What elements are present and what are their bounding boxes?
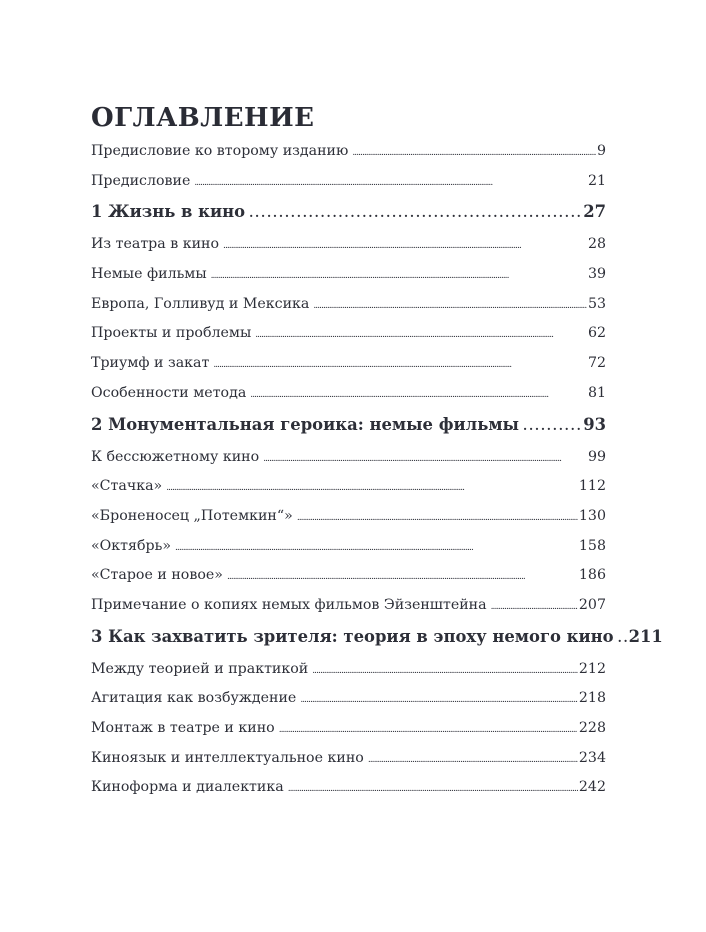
toc-entry[interactable]	[91, 718, 606, 748]
page-title: ОГЛАВЛЕНИЕ	[91, 103, 315, 133]
toc-chapter-page: 27	[583, 202, 606, 222]
toc-entry-title: «Броненосец „Потемкин“»	[91, 507, 293, 524]
toc-entry[interactable]	[91, 171, 606, 201]
toc-entry-title: Предисловие ко второму изданию	[91, 143, 349, 159]
toc-entry-page: 212	[578, 660, 606, 677]
toc-entry-page: 242	[578, 779, 606, 796]
toc-entry-page: 81	[587, 384, 606, 401]
toc-entry-title: Киноязык и интеллектуальное кино	[91, 749, 364, 766]
dot-leader	[250, 385, 587, 405]
toc-entry[interactable]	[91, 234, 606, 264]
dot-leader	[223, 236, 587, 256]
toc-entry-title: Агитация как возбуждение	[91, 690, 297, 707]
toc-entry[interactable]	[91, 748, 606, 778]
toc-entry[interactable]	[91, 595, 606, 625]
dot-leader	[288, 779, 578, 799]
toc-chapter-title: 3 Как захватить зрителя: теория в эпоху немого кино	[91, 626, 614, 646]
toc-entry-title: «Октябрь»	[91, 537, 172, 554]
dot-leader	[211, 266, 587, 286]
toc-chapter-title: 1 Жизнь в кино	[91, 202, 246, 222]
toc-entry-title: Киноформа и диалектика	[91, 779, 284, 796]
toc-entry[interactable]	[91, 264, 606, 294]
dot-leader	[368, 750, 578, 770]
toc-entry-page: 158	[578, 537, 606, 554]
toc-entry-page: 62	[587, 325, 606, 342]
toc-entry-title: Предисловие	[91, 172, 191, 189]
toc-entry-page: 99	[587, 448, 606, 465]
toc-chapter-page: 211	[628, 626, 663, 646]
toc-entry-page: 21	[587, 172, 606, 189]
toc-entry-title: «Старое и новое»	[91, 567, 223, 584]
dot-leader	[297, 508, 578, 528]
toc-entry-title: «Стачка»	[91, 478, 163, 495]
toc-entry[interactable]	[91, 383, 606, 413]
toc-entry-title: Триумф и закат	[91, 355, 210, 372]
toc-entry-title: Примечание о копиях немых фильмов Эйзенштейна	[91, 596, 487, 613]
toc-entry[interactable]	[91, 476, 606, 506]
toc-chapter-page: 93	[583, 414, 606, 434]
toc-entry-page: 53	[587, 295, 606, 312]
dot-leader	[523, 416, 582, 436]
toc-entry-title: Из театра в кино	[91, 236, 220, 253]
dot-leader	[194, 173, 587, 193]
toc-chapter-entry[interactable]	[91, 413, 606, 447]
toc-chapter-title: 2 Монументальная героика: немые фильмы	[91, 414, 519, 434]
toc-entry[interactable]	[91, 777, 606, 807]
toc-entry[interactable]	[91, 565, 606, 595]
toc-entry-title: Монтаж в театре и кино	[91, 720, 275, 736]
toc-entry-page: 9	[596, 143, 606, 159]
toc-entry-page: 72	[587, 355, 606, 372]
table-of-contents	[91, 100, 663, 807]
dot-leader	[313, 296, 587, 316]
toc-entry-title: К бессюжетному кино	[91, 448, 260, 465]
toc-entry[interactable]	[91, 536, 606, 566]
toc-entry[interactable]	[91, 447, 606, 477]
toc-entry-title: Европа, Голливуд и Мексика	[91, 295, 310, 312]
dot-leader	[312, 661, 578, 681]
toc-entry[interactable]	[91, 353, 606, 383]
toc-entry-title: Особенности метода	[91, 384, 247, 401]
toc-entry-page: 39	[587, 266, 606, 283]
toc-entry-page: 218	[578, 690, 606, 707]
dot-leader	[249, 203, 582, 223]
dot-leader	[300, 690, 578, 710]
dot-leader	[166, 478, 578, 498]
dot-leader	[255, 325, 587, 345]
toc-entry-page: 207	[578, 596, 606, 613]
toc-entry-title: Проекты и проблемы	[91, 325, 252, 342]
dot-leader	[227, 567, 578, 587]
dot-leader	[352, 143, 596, 163]
toc-chapter-entry[interactable]	[91, 625, 663, 659]
dot-leader	[175, 538, 578, 558]
toc-entry[interactable]	[91, 506, 606, 536]
toc-entry-page: 234	[578, 749, 606, 766]
toc-entry-page: 186	[578, 567, 606, 584]
toc-entry[interactable]	[91, 323, 606, 353]
toc-list	[91, 141, 663, 807]
dot-leader	[213, 355, 587, 375]
toc-entry-title: Между теорией и практикой	[91, 660, 309, 677]
toc-entry[interactable]	[91, 688, 606, 718]
dot-leader	[279, 720, 578, 740]
toc-entry[interactable]	[91, 141, 606, 171]
dot-leader	[263, 449, 587, 469]
dot-leader	[618, 628, 628, 648]
toc-chapter-entry[interactable]	[91, 200, 606, 234]
dot-leader	[491, 597, 578, 617]
toc-entry[interactable]	[91, 659, 606, 689]
toc-entry-page: 28	[587, 236, 606, 253]
toc-entry-page: 228	[578, 720, 606, 736]
toc-entry[interactable]	[91, 294, 606, 324]
toc-entry-title: Немые фильмы	[91, 266, 207, 283]
toc-entry-page: 112	[578, 478, 606, 495]
toc-entry-page: 130	[578, 507, 606, 524]
